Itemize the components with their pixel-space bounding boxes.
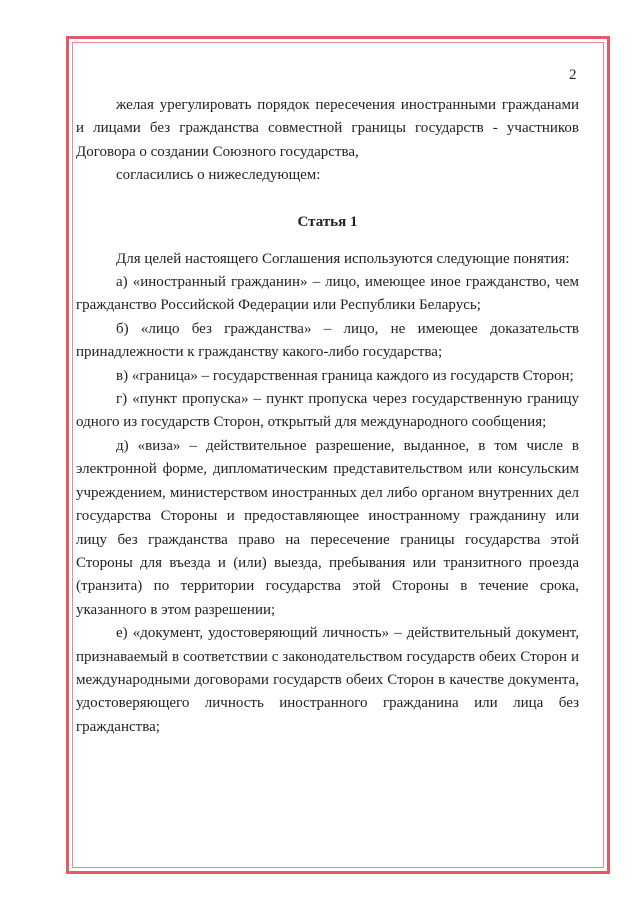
definition-item: в) «граница» – государственная граница каждого из государств Сторон; [116,367,574,384]
definition-item: г) «пункт пропуска» – пункт пропуска через государственную границу одного из государств Сторон, открытый для международного сообщения; [76,391,579,431]
definition-item: б) «лицо без гражданства» – лицо, не имеющее доказательств принадлежности к гражданству какого-либо государства; [76,320,579,361]
page-number: 2 [569,67,577,83]
article-title: Статья 1 [297,213,358,230]
intro-paragraph: согласились о нижеследующем: [116,167,321,184]
definition-item: а) «иностранный гражданин» – лицо, имеющее иное гражданство, чем гражданство Российской Федерации или Республики Беларусь; [76,274,579,314]
intro-paragraph: желая урегулировать порядок пересечения иностранными гражданами и лицами без гражданства совместной границы государств - участников Договора о создании Союзного государства, [76,97,579,160]
lead-paragraph: Для целей настоящего Соглашения используются следующие понятия: [116,250,570,267]
definition-item: е) «документ, удостоверяющий личность» – действительный документ, признаваемый в соответствии с законодательством государств обеих Сторон и международными договорами государств обеих Сторон в качестве документа, удостоверяющего личность иностранного гражданина или лица без гражданства; [76,625,579,735]
definition-item: д) «виза» – действительное разрешение, выданное, в том числе в электронной форме, дипломатическим представительством или консульским учреждением, министерством иностранных дел либо органом внутренних дел государства Стороны и предоставляющее иностранному гражданину или лицу без гражданства право на пересечение границы государства этой Стороны для въезда и (или) выезда, пребывания или транзитного проезда (транзита) по территории государства этой Стороны в течение срока, указанного в этом разрешении; [76,437,579,618]
document-body [76,94,579,739]
